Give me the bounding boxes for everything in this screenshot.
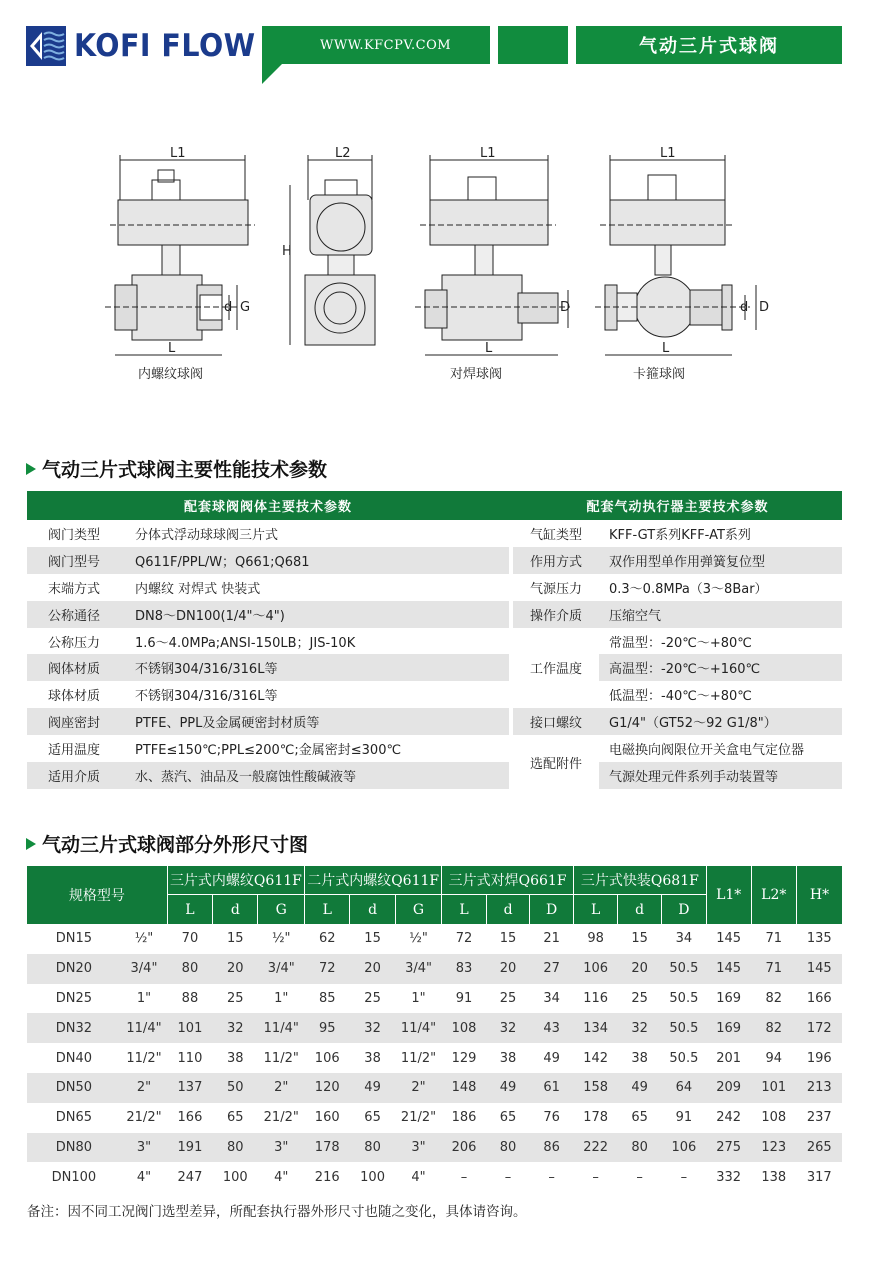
- table-cell: 98: [587, 931, 604, 947]
- table-cell: 82: [765, 990, 783, 1006]
- table-cell: 145: [716, 931, 742, 947]
- table-cell: 138: [761, 1169, 787, 1185]
- table-cell: 50: [213, 1073, 258, 1103]
- table-cell: 247: [177, 1169, 203, 1185]
- spec-model-header: 规格型号: [27, 866, 167, 924]
- table-cell: 148: [442, 1073, 486, 1103]
- table-cell: 15: [227, 931, 244, 947]
- table-cell: 49: [486, 1073, 530, 1103]
- spec-left-header: 配套球阀阀体主要技术参数: [27, 491, 509, 520]
- label-d-3: D: [560, 300, 571, 315]
- table-cell: 80: [167, 954, 212, 984]
- table-cell: 11/2": [126, 1050, 162, 1066]
- table-cell: 265: [797, 1133, 842, 1163]
- table-cell: 38: [631, 1050, 648, 1066]
- triangle-bullet-icon: [26, 838, 36, 850]
- table-cell: 88: [181, 990, 199, 1006]
- table-row: [27, 924, 842, 954]
- table-cell: 206: [442, 1133, 486, 1163]
- caption-clamp: 卡箍球阀: [633, 367, 686, 382]
- spec-row: 阀门类型 分体式浮动球球阀三片式 气缸类型 KFF-GT系列KFF-AT系列: [27, 520, 842, 547]
- table-cell: 222: [573, 1133, 617, 1163]
- spec-row: 适用温度 PTFE≤150℃;PPL≤200℃;金属密封≤300℃ 选配附件 电磁换向阀限位开关盒电气定位器: [27, 735, 842, 762]
- table-cell: 65: [499, 1110, 517, 1126]
- table-cell: 213: [797, 1073, 842, 1103]
- table-cell: –: [592, 1169, 599, 1185]
- table-cell: DN15: [55, 931, 92, 947]
- table-cell: 34: [543, 990, 560, 1006]
- table-cell: DN50: [27, 1073, 121, 1103]
- table-row: [27, 1043, 842, 1073]
- table-cell: 91: [675, 1110, 693, 1126]
- table-cell: 34: [675, 931, 693, 947]
- table-cell: 38: [227, 1050, 244, 1066]
- page-header: [0, 0, 870, 90]
- table-cell: –: [504, 1169, 512, 1185]
- table-cell: 76: [543, 1110, 560, 1126]
- table-cell: 32: [350, 1013, 395, 1043]
- page-title: 气动三片式球阀: [576, 26, 842, 64]
- table-cell: 27: [530, 954, 574, 984]
- valve-drawings: [100, 145, 780, 390]
- table-cell: 317: [806, 1169, 832, 1185]
- table-cell: 11/4": [121, 1013, 168, 1043]
- table-cell: 71: [765, 931, 783, 947]
- table-cell: ½": [134, 931, 154, 947]
- table-cell: 49: [618, 1073, 662, 1103]
- table-cell: 106: [661, 1133, 706, 1163]
- table-cell: DN100: [51, 1169, 97, 1185]
- table-cell: 4": [136, 1169, 152, 1185]
- table-cell: 70: [181, 931, 199, 947]
- table-cell: 123: [751, 1133, 797, 1163]
- table-cell: 95: [305, 1013, 350, 1043]
- table-cell: 100: [222, 1169, 248, 1185]
- table-cell: 15: [364, 931, 381, 947]
- table-cell: 71: [751, 954, 797, 984]
- table-cell: 172: [797, 1013, 842, 1043]
- table-cell: 160: [314, 1110, 340, 1126]
- caption-threaded: 内螺纹球阀: [138, 367, 204, 382]
- table-cell: 20: [350, 954, 395, 984]
- table-row: [27, 1013, 842, 1043]
- table-cell: 20: [213, 954, 258, 984]
- label-l1-4: L1: [660, 146, 676, 161]
- label-l-3: L: [485, 341, 493, 356]
- drawing-threaded-valve: [105, 155, 255, 355]
- table-cell: 65: [364, 1110, 381, 1126]
- group-header: 二片式内螺纹Q611F: [305, 866, 442, 895]
- table-cell: 15: [631, 931, 648, 947]
- dimension-table: 规格型号 三片式内螺纹Q611F 二片式内螺纹Q611F 三片式对焊Q661F 三片式快装Q681F L1* L2* H* L d G L d G L d D L d D DN15 ½" 70 15 ½" 62 15 ½" 72 15 21 98 15 34 145 71 135 DN20 3/4" 80 20 3/4" 72 20 3/4" 83 20 27 106 20 50.5 145 71 145 DN25 1" 88 25 1" 85 25 1" 91 25 34 116 25 50.5 169 82 166 DN32 11/4" 101 32 11/4" 95 32 11/4" 108 32 43 134 32 50.5 169 82 172 DN40 11/2" 110 38 11/2" 106 38 11/2" 129 38 49 142 38 50.5 201 94 196 DN50 2" 137 50 2" 120 49 2" 148 49 61 158 49 64 209 101 213 DN65 21/2" 166 65 21/2" 160 65 21/2" 186 65 76 178 65 91 242 108 237 DN80 3" 191 80 3" 178 80 3" 206 80 86 222 80 106 275 123 265 DN100 4" 247 100 4" 216 100 4" – – – – – – 332 138 317: [27, 866, 842, 1192]
- table-cell: 25: [631, 990, 648, 1006]
- table-cell: 32: [618, 1013, 662, 1043]
- table-cell: 61: [530, 1073, 574, 1103]
- h-header: H*: [797, 866, 842, 924]
- table-cell: 91: [455, 990, 473, 1006]
- table-cell: 80: [213, 1133, 258, 1163]
- table-cell: 38: [364, 1050, 381, 1066]
- table-cell: 196: [806, 1050, 832, 1066]
- table-cell: 201: [716, 1050, 742, 1066]
- table-cell: 2": [121, 1073, 168, 1103]
- table-cell: 32: [213, 1013, 258, 1043]
- table-cell: 49: [543, 1050, 560, 1066]
- table-cell: 242: [716, 1110, 742, 1126]
- label-l-1: L: [168, 341, 176, 356]
- spec-row: 阀座密封 PTFE、PPL及金属硬密封材质等 接口螺纹 G1/4"（GT52～92 G1/8"）: [27, 708, 842, 735]
- table-row: [27, 984, 842, 1014]
- table-cell: ½": [271, 931, 291, 947]
- table-cell: 4": [274, 1169, 289, 1185]
- table-cell: 82: [751, 1013, 797, 1043]
- table-cell: 32: [486, 1013, 530, 1043]
- table-cell: 85: [318, 990, 336, 1006]
- table-cell: 166: [806, 990, 832, 1006]
- table-cell: 1": [411, 990, 426, 1006]
- table-cell: 4": [411, 1169, 426, 1185]
- table-cell: 110: [177, 1050, 203, 1066]
- table-cell: 25: [227, 990, 244, 1006]
- section-title-specs: 气动三片式球阀主要性能技术参数: [26, 455, 327, 482]
- label-h: H: [282, 244, 292, 259]
- label-d-4: d: [740, 300, 749, 315]
- spec-table: [27, 491, 842, 789]
- table-cell: 25: [364, 990, 381, 1006]
- caption-welded: 对焊球阀: [450, 367, 503, 382]
- spec-row: 适用介质 水、蒸汽、油品及一般腐蚀性酸碱液等 气源处理元件系列手动装置等: [27, 762, 842, 789]
- l2-header: L2*: [751, 866, 797, 924]
- table-cell: 166: [177, 1110, 203, 1126]
- drawing-side-view: [290, 155, 375, 345]
- brand-name: KOFI FLOW: [74, 28, 256, 64]
- group-header: 三片式内螺纹Q611F: [167, 866, 304, 895]
- table-cell: DN25: [55, 990, 92, 1006]
- drawing-welded-valve: [415, 155, 570, 355]
- website-url[interactable]: WWW.KFCPV.COM: [262, 26, 490, 64]
- table-cell: ½": [409, 931, 428, 947]
- table-cell: DN40: [55, 1050, 92, 1066]
- table-cell: DN65: [55, 1110, 92, 1126]
- table-cell: 65: [227, 1110, 244, 1126]
- table-cell: 116: [583, 990, 609, 1006]
- table-cell: 80: [350, 1133, 395, 1163]
- table-cell: 50.5: [669, 1050, 699, 1066]
- table-cell: 21/2": [263, 1110, 299, 1126]
- spec-row: 末端方式 内螺纹 对焊式 快装式 气源压力 0.3～0.8MPa（3～8Bar）: [27, 574, 842, 601]
- table-cell: 3": [395, 1133, 442, 1163]
- table-cell: 1": [136, 990, 152, 1006]
- spec-row: 阀门型号 Q611F/PPL/W；Q661;Q681 作用方式 双作用型单作用弹簧复位型: [27, 547, 842, 574]
- section-title-dimensions: 气动三片式球阀部分外形尺寸图: [26, 830, 308, 857]
- table-row: [27, 1103, 842, 1133]
- table-cell: 62: [318, 931, 336, 947]
- l1-header: L1*: [706, 866, 751, 924]
- table-cell: 80: [486, 1133, 530, 1163]
- table-cell: 94: [765, 1050, 783, 1066]
- table-cell: 20: [486, 954, 530, 984]
- table-row: [27, 954, 842, 984]
- table-cell: 2": [395, 1073, 442, 1103]
- table-cell: 3/4": [121, 954, 168, 984]
- table-cell: 49: [350, 1073, 395, 1103]
- table-cell: 25: [499, 990, 517, 1006]
- table-cell: 50.5: [669, 990, 699, 1006]
- table-cell: 21/2": [126, 1110, 162, 1126]
- table-cell: 275: [706, 1133, 751, 1163]
- table-cell: 169: [706, 1013, 751, 1043]
- drawing-clamp-valve: [595, 155, 756, 355]
- spec-row: 公称压力 1.6～4.0MPa;ANSI-150LB；JIS-10K 工作温度 常温型：-20℃～+80℃: [27, 628, 842, 655]
- table-cell: 100: [360, 1169, 385, 1185]
- table-cell: 64: [661, 1073, 706, 1103]
- table-cell: 3": [258, 1133, 305, 1163]
- table-cell: 134: [573, 1013, 617, 1043]
- table-cell: 21/2": [400, 1110, 437, 1126]
- table-cell: 11/4": [395, 1013, 442, 1043]
- table-cell: 158: [573, 1073, 617, 1103]
- label-dd-4: D: [759, 300, 770, 315]
- label-l2: L2: [335, 146, 351, 161]
- table-cell: 15: [499, 931, 517, 947]
- table-cell: 86: [530, 1133, 574, 1163]
- table-cell: DN80: [27, 1133, 121, 1163]
- table-cell: 145: [797, 954, 842, 984]
- table-cell: 101: [751, 1073, 797, 1103]
- table-cell: 38: [499, 1050, 517, 1066]
- table-cell: 135: [806, 931, 832, 947]
- table-cell: 145: [706, 954, 751, 984]
- table-cell: –: [636, 1169, 643, 1185]
- table-row: [27, 1133, 842, 1163]
- table-cell: –: [680, 1169, 688, 1185]
- table-cell: 11/2": [263, 1050, 299, 1066]
- table-cell: 3": [121, 1133, 168, 1163]
- table-cell: 209: [706, 1073, 751, 1103]
- table-cell: 106: [573, 954, 617, 984]
- table-cell: 43: [530, 1013, 574, 1043]
- table-cell: 65: [631, 1110, 648, 1126]
- table-cell: 120: [305, 1073, 350, 1103]
- label-d-1: d: [224, 300, 233, 315]
- table-cell: 169: [716, 990, 742, 1006]
- table-cell: 332: [716, 1169, 742, 1185]
- label-l1-1: L1: [170, 146, 186, 161]
- footnote: 备注：因不同工况阀门选型差异，所配套执行器外形尺寸也随之变化，具体请咨询。: [27, 1204, 527, 1220]
- table-cell: DN20: [27, 954, 121, 984]
- table-cell: 11/2": [400, 1050, 437, 1066]
- spec-row: 球体材质 不锈钢304/316/316L等 低温型：-40℃～+80℃: [27, 681, 842, 708]
- table-cell: 1": [274, 990, 289, 1006]
- table-cell: 108: [761, 1110, 787, 1126]
- spec-right-header: 配套气动执行器主要技术参数: [513, 491, 842, 520]
- table-cell: 178: [583, 1110, 609, 1126]
- group-header: 三片式对焊Q661F: [442, 866, 574, 895]
- table-cell: 101: [167, 1013, 212, 1043]
- label-l-4: L: [662, 341, 670, 356]
- table-cell: 216: [314, 1169, 340, 1185]
- table-cell: –: [548, 1169, 555, 1185]
- table-cell: 186: [451, 1110, 477, 1126]
- spec-row: 阀体材质 不锈钢304/316/316L等 高温型：-20℃～+160℃: [27, 654, 842, 681]
- header-band-spacer: [498, 26, 568, 64]
- table-cell: 3/4": [395, 954, 442, 984]
- table-cell: 129: [451, 1050, 477, 1066]
- kofi-logo-icon: [26, 26, 66, 66]
- table-row: [27, 1162, 842, 1192]
- table-cell: 83: [442, 954, 486, 984]
- table-cell: 137: [167, 1073, 212, 1103]
- label-g-1: G: [240, 300, 251, 315]
- table-cell: 3/4": [258, 954, 305, 984]
- table-cell: 72: [305, 954, 350, 984]
- table-cell: 237: [806, 1110, 832, 1126]
- table-cell: DN32: [27, 1013, 121, 1043]
- table-cell: 2": [258, 1073, 305, 1103]
- triangle-bullet-icon: [26, 463, 36, 475]
- table-cell: 72: [455, 931, 473, 947]
- label-l1-3: L1: [480, 146, 496, 161]
- table-cell: 50.5: [661, 1013, 706, 1043]
- table-cell: 80: [618, 1133, 662, 1163]
- table-cell: 106: [314, 1050, 340, 1066]
- table-cell: 20: [618, 954, 662, 984]
- table-cell: 178: [305, 1133, 350, 1163]
- table-cell: 108: [442, 1013, 486, 1043]
- table-cell: –: [460, 1169, 468, 1185]
- group-header: 三片式快装Q681F: [573, 866, 706, 895]
- spec-row: 公称通径 DN8～DN100(1/4"～4") 操作介质 压缩空气: [27, 601, 842, 628]
- table-cell: 21: [543, 931, 560, 947]
- table-cell: 191: [167, 1133, 212, 1163]
- table-cell: 11/4": [258, 1013, 305, 1043]
- table-cell: 50.5: [661, 954, 706, 984]
- table-row: [27, 1073, 842, 1103]
- brand-logo: [26, 24, 271, 68]
- table-cell: 142: [583, 1050, 609, 1066]
